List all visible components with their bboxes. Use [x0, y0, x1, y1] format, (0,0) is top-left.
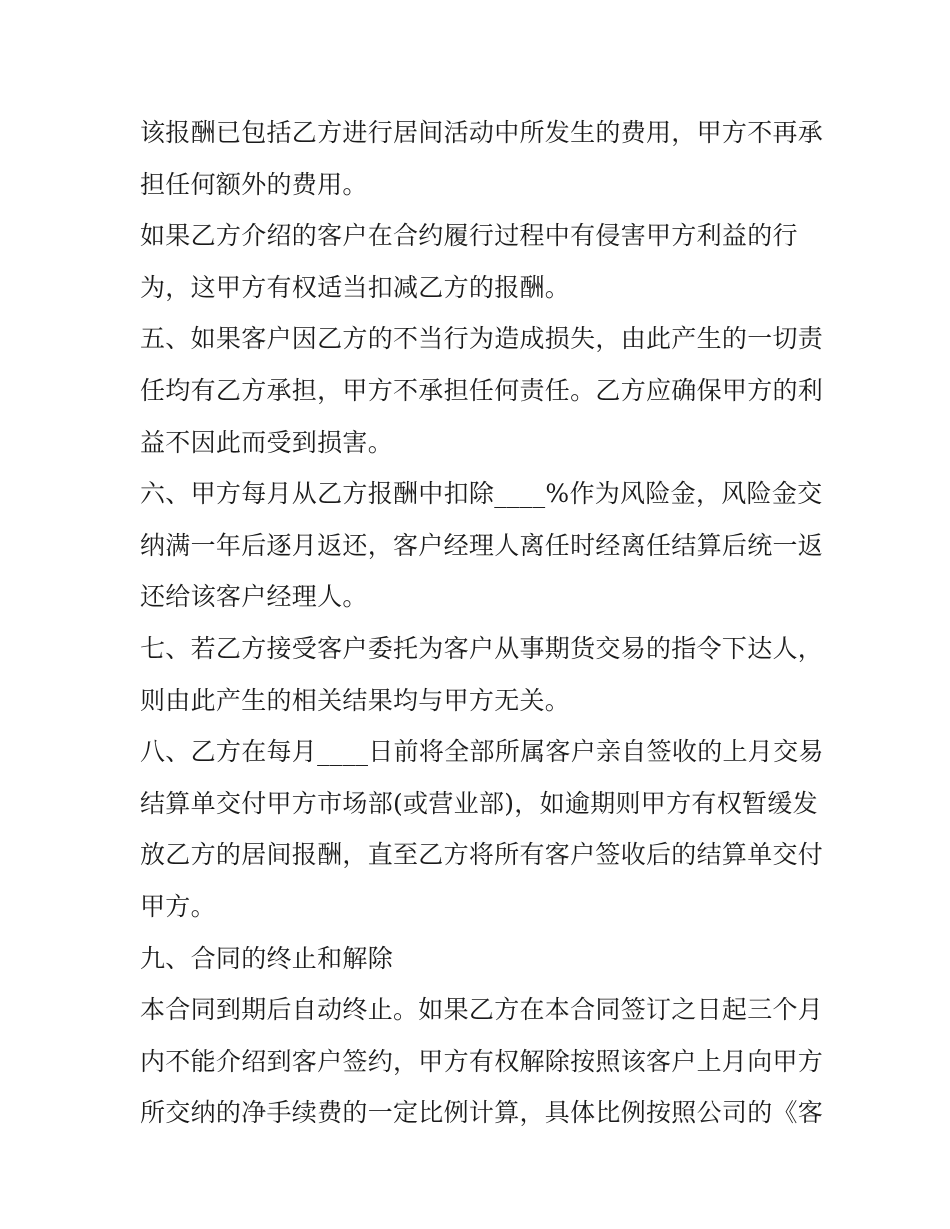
text-line: 内不能介绍到客户签约，甲方有权解除按照该客户上月向甲方 — [140, 1046, 824, 1076]
text-line: 该报酬已包括乙方进行居间活动中所发生的费用，甲方不再承 — [140, 118, 824, 147]
text-line: 益不因此而受到损害。 — [140, 427, 394, 457]
text-line: 九、合同的终止和解除 — [140, 943, 394, 973]
text-line: 纳满一年后逐月返还，客户经理人离任时经离任结算后统一返 — [140, 530, 824, 560]
text-line: 任均有乙方承担，甲方不承担任何责任。乙方应确保甲方的利 — [140, 375, 824, 405]
text-line: 担任何额外的费用。 — [140, 169, 368, 199]
text-line: 如果乙方介绍的客户在合约履行过程中有侵害甲方利益的行 — [140, 221, 798, 251]
text-line: 则由此产生的相关结果均与甲方无关。 — [140, 685, 571, 715]
text-line: 八、乙方在每月____日前将全部所属客户亲自签收的上月交易 — [140, 737, 824, 767]
text-line: 结算单交付甲方市场部(或营业部)，如逾期则甲方有权暂缓发 — [140, 788, 818, 818]
text-line: 本合同到期后自动终止。如果乙方在本合同签订之日起三个月 — [140, 995, 824, 1025]
text-line: 为，这甲方有权适当扣减乙方的报酬。 — [140, 272, 571, 302]
text-line: 所交纳的净手续费的一定比例计算，具体比例按照公司的《客 — [140, 1098, 824, 1128]
text-line: 甲方。 — [140, 891, 216, 921]
text-line: 五、如果客户因乙方的不当行为造成损失，由此产生的一切责 — [140, 324, 824, 354]
text-line: 放乙方的居间报酬，直至乙方将所有客户签收后的结算单交付 — [140, 840, 824, 870]
text-line: 七、若乙方接受客户委托为客户从事期货交易的指令下达人， — [140, 633, 824, 663]
text-line: 还给该客户经理人。 — [140, 582, 368, 612]
document-body — [140, 107, 824, 1139]
text-line: 六、甲方每月从乙方报酬中扣除____%作为风险金，风险金交 — [140, 479, 823, 509]
